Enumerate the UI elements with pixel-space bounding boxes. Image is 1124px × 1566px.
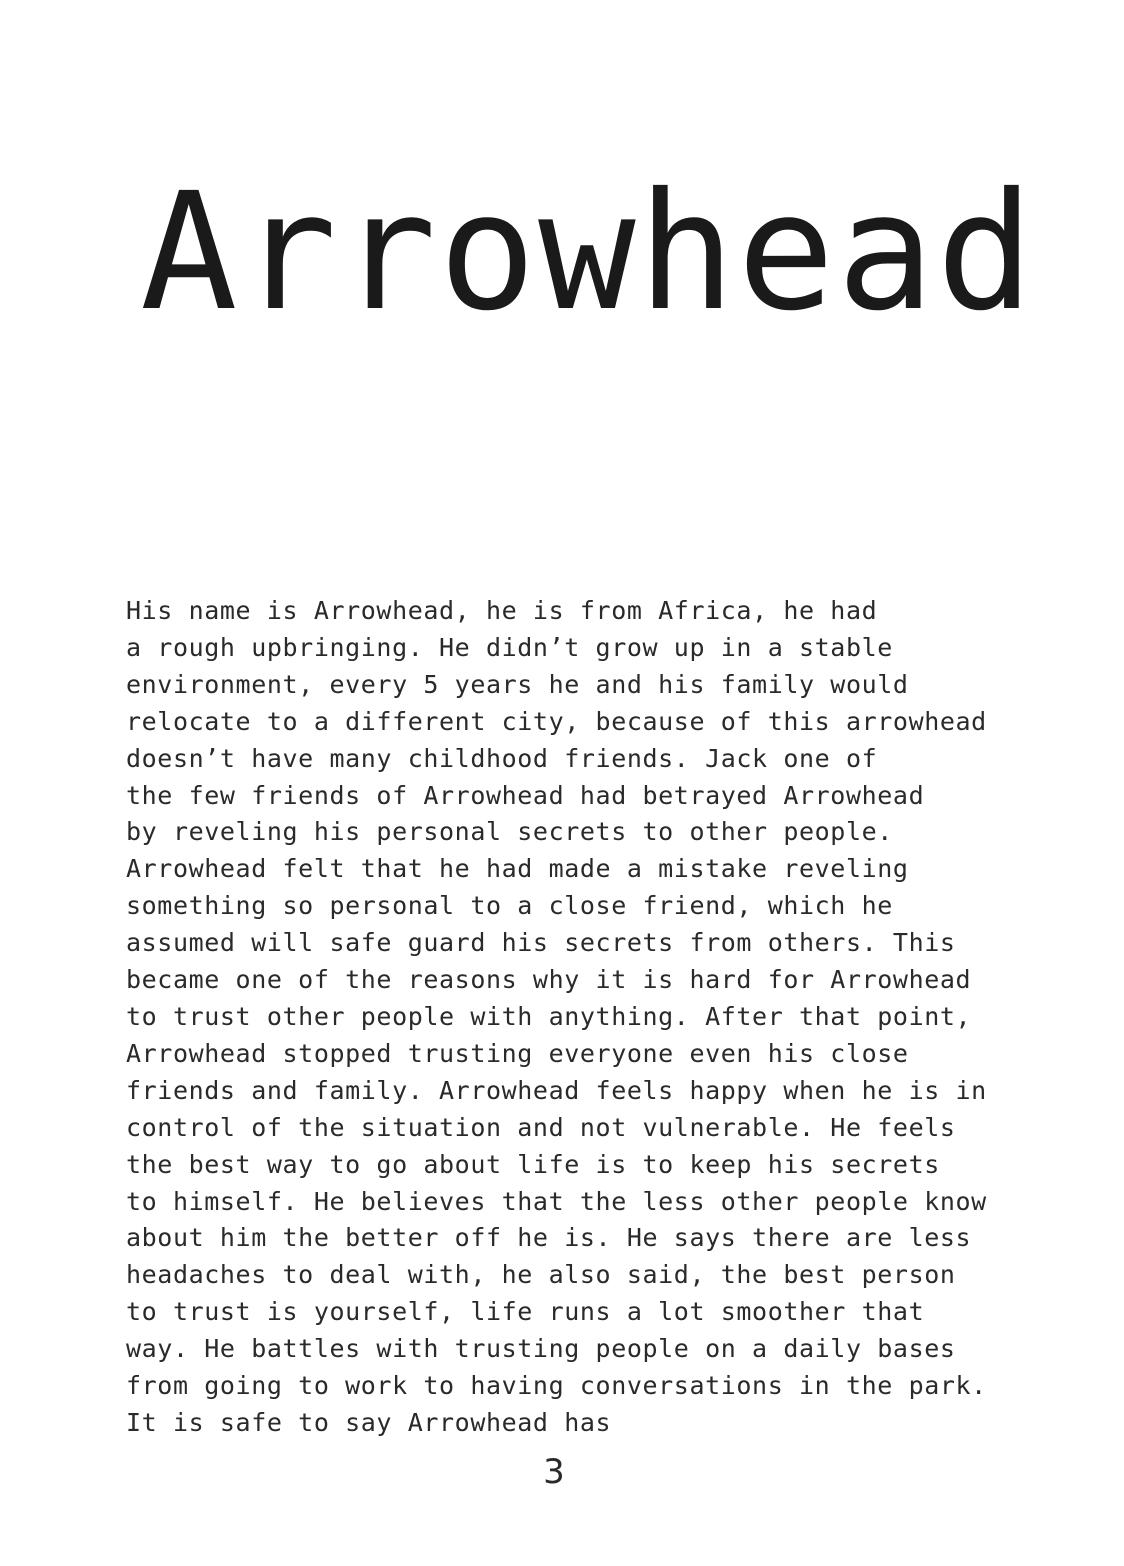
body-line: from going to work to having conversations in the park. [126,1371,987,1401]
body-line: to trust is yourself, life runs a lot smoother that [126,1297,925,1327]
body-line: doesn’t have many childhood friends. Jack one of [126,743,878,773]
body-paragraph [126,593,987,1442]
body-line: a rough upbringing. He didn’t grow up in a stable [126,632,893,662]
body-line: to trust other people with anything. After that point, [126,1001,972,1031]
body-line: control of the situation and not vulnerable. He feels [126,1112,956,1142]
body-line: headaches to deal with, he also said, the best person [126,1260,956,1290]
body-line: relocate to a different city, because of this arrowhead [126,706,987,736]
body-line: His name is Arrowhead, he is from Africa, he had [126,596,878,625]
body-line: environment, every 5 years he and his family would [126,669,909,699]
body-line: Arrowhead felt that he had made a mistake reveling [126,854,909,884]
body-line: way. He battles with trusting people on a daily bases [126,1334,956,1364]
body-line: It is safe to say Arrowhead has [126,1407,612,1437]
page-number: 3 [543,1452,565,1492]
body-line: something so personal to a close friend, which he [126,891,893,921]
body-line: the best way to go about life is to keep his secrets [126,1149,940,1179]
page-title: Arrowhead [140,159,1036,347]
body-line: became one of the reasons why it is hard for Arrowhead [126,965,972,995]
body-line: friends and family. Arrowhead feels happy when he is in [126,1075,987,1105]
body-line: Arrowhead stopped trusting everyone even his close [126,1038,909,1068]
body-line: by reveling his personal secrets to other people. [126,817,893,847]
body-line: assumed will safe guard his secrets from others. This [126,928,956,958]
body-line: to himself. He believes that the less other people know [126,1186,987,1216]
body-line: the few friends of Arrowhead had betrayed Arrowhead [126,780,925,810]
body-line: about him the better off he is. He says there are less [126,1223,972,1253]
